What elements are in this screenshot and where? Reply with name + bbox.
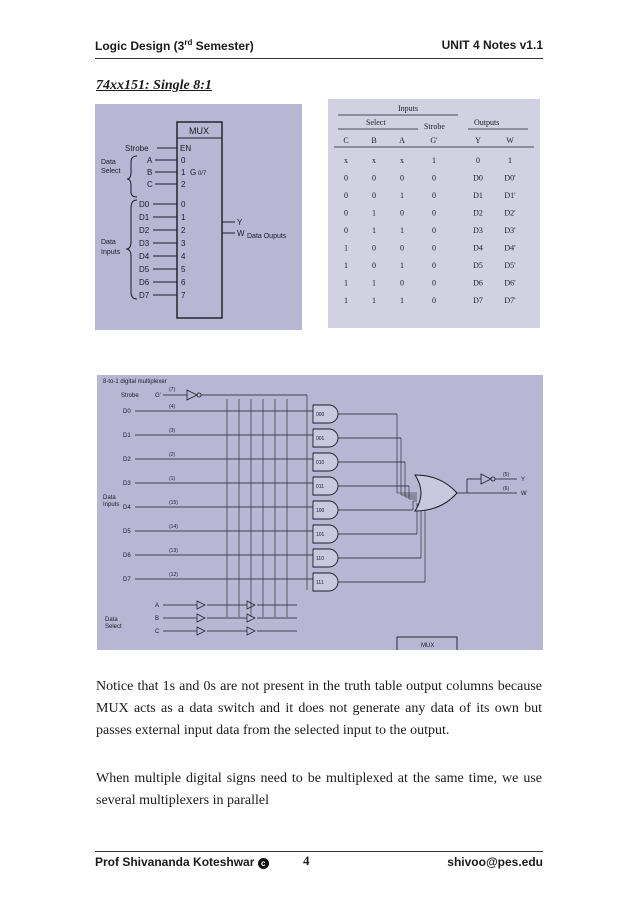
input-pin-label: D6 xyxy=(139,278,150,287)
footer-email: shivoo@pes.edu xyxy=(447,855,543,869)
select-label: C xyxy=(155,629,160,635)
gate-code: 001 xyxy=(316,436,325,442)
table-cell: 0 xyxy=(432,208,436,218)
input-pin-number: 5 xyxy=(181,265,186,274)
g-fraction: 0/7 xyxy=(198,171,207,177)
strobe-label: Strobe xyxy=(121,393,139,399)
table-column-header: Y xyxy=(475,136,481,145)
gate-code: 110 xyxy=(316,556,324,562)
gate-code: 011 xyxy=(316,484,324,490)
table-cell: D1' xyxy=(504,191,516,200)
table-cell: 0 xyxy=(400,278,404,288)
group-inputs-label: Inputs xyxy=(398,104,418,113)
input-label: D6 xyxy=(123,553,131,559)
table-cell: 1 xyxy=(400,191,404,200)
data-select-label: Select xyxy=(101,168,121,175)
table-cell: 0 xyxy=(432,278,436,288)
input-number: (13) xyxy=(169,548,178,554)
select-pin-label: A xyxy=(147,156,153,165)
mux-title: MUX xyxy=(189,126,209,136)
data-outputs-label: Data Ouputs xyxy=(247,233,287,240)
table-cell: x xyxy=(400,156,404,165)
table-cell: 0 xyxy=(432,173,436,183)
input-number: (4) xyxy=(169,404,176,410)
input-pin-number: 7 xyxy=(181,291,186,300)
select-label: A xyxy=(155,603,160,609)
input-pin-number: 0 xyxy=(181,200,186,209)
paragraph-multiple: When multiple digital signs need to be multiplexed at the same time, we use several multiplexers in parallel xyxy=(96,771,542,808)
table-cell: 0 xyxy=(432,296,436,305)
table-cell: D5 xyxy=(473,261,483,270)
table-cell: 0 xyxy=(372,173,376,183)
table-cell: 1 xyxy=(508,156,512,165)
table-cell: 0 xyxy=(432,243,436,253)
input-pin-label: D7 xyxy=(139,291,150,300)
table-cell: D4' xyxy=(504,243,516,253)
strobe-pin: G' xyxy=(155,393,161,399)
table-cell: 0 xyxy=(344,226,348,235)
table-cell: 1 xyxy=(432,156,436,165)
truth-table-figure xyxy=(328,99,540,328)
table-cell: D5' xyxy=(504,261,516,270)
table-column-header: C xyxy=(343,136,349,145)
group-strobe-label: Strobe xyxy=(424,122,445,131)
input-pin-number: 4 xyxy=(181,252,186,261)
table-cell: 0 xyxy=(476,156,480,165)
mux-symbol-figure xyxy=(95,104,302,330)
table-cell: 0 xyxy=(432,191,436,200)
group-select-label: Select xyxy=(366,118,386,127)
input-number: (15) xyxy=(169,500,178,506)
output-label: W xyxy=(521,491,527,497)
table-cell: 1 xyxy=(344,296,348,305)
mux-footer-label: MUX xyxy=(421,643,435,649)
table-cell: 1 xyxy=(372,226,376,235)
table-cell: D6 xyxy=(473,278,483,288)
group-outputs-label: Outputs xyxy=(474,118,500,127)
table-cell: 1 xyxy=(344,243,348,253)
data-select-label: Select xyxy=(105,624,122,630)
truth-table-image xyxy=(328,99,540,328)
table-cell: 1 xyxy=(344,278,348,288)
data-inputs-label: Data xyxy=(103,495,116,501)
input-label: D0 xyxy=(123,409,131,415)
en-label: EN xyxy=(180,144,192,153)
input-pin-label: D4 xyxy=(139,252,150,261)
table-cell: 0 xyxy=(372,261,376,270)
gate-code: 000 xyxy=(316,412,325,418)
logic-diagram-figure xyxy=(97,375,543,650)
input-pin-label: D3 xyxy=(139,239,150,248)
table-cell: 0 xyxy=(344,191,348,200)
table-cell: D2 xyxy=(473,208,483,218)
input-label: D3 xyxy=(123,481,131,487)
header-rule xyxy=(95,58,543,59)
table-cell: 1 xyxy=(400,296,404,305)
table-cell: D6' xyxy=(504,278,516,288)
data-inputs-label: Inputs xyxy=(103,502,120,508)
table-cell: D7 xyxy=(473,296,483,305)
table-cell: 0 xyxy=(400,243,404,253)
table-cell: 1 xyxy=(372,278,376,288)
table-column-header: B xyxy=(371,136,377,145)
input-pin-number: 3 xyxy=(181,239,186,248)
table-column-header: A xyxy=(399,136,405,145)
table-cell: D3 xyxy=(473,226,483,235)
select-label: B xyxy=(155,616,160,622)
data-inputs-label: Data xyxy=(101,239,116,246)
table-cell: 0 xyxy=(400,208,404,218)
gate-code: 111 xyxy=(316,580,324,586)
table-cell: 1 xyxy=(372,208,376,218)
output-pin-label: Y xyxy=(237,218,243,227)
strobe-number: (7) xyxy=(169,387,176,393)
table-cell: D1 xyxy=(473,191,483,200)
input-label: D7 xyxy=(123,577,131,583)
input-pin-label: D0 xyxy=(139,200,150,209)
input-pin-number: 2 xyxy=(181,226,186,235)
page-header xyxy=(95,38,543,58)
input-number: (12) xyxy=(169,572,178,578)
table-cell: D0 xyxy=(473,173,483,183)
gate-code: 010 xyxy=(316,460,325,466)
g-label: G xyxy=(190,168,197,177)
table-cell: 1 xyxy=(400,226,404,235)
input-label: D4 xyxy=(123,505,131,511)
table-cell: D3' xyxy=(504,226,516,235)
input-pin-label: D5 xyxy=(139,265,150,274)
table-cell: 0 xyxy=(372,191,376,200)
footer-author: Prof Shivananda Koteshwar c xyxy=(95,855,269,869)
table-cell: x xyxy=(344,156,348,165)
table-cell: 0 xyxy=(432,226,436,235)
page-number: 4 xyxy=(303,853,310,868)
select-pin-label: B xyxy=(147,168,153,177)
select-pin-number: 0 xyxy=(181,156,186,165)
table-cell: 0 xyxy=(400,173,404,183)
table-cell: D0' xyxy=(504,173,516,183)
table-column-header: W xyxy=(506,136,514,145)
input-number: (3) xyxy=(169,428,176,434)
section-title: 74xx151: Single 8:1 xyxy=(96,78,212,93)
table-cell: D2' xyxy=(504,208,516,218)
table-cell: 1 xyxy=(372,296,376,305)
input-label: D1 xyxy=(123,433,131,439)
gate-code: 100 xyxy=(316,508,325,514)
header-unit: UNIT 4 Notes v1.1 xyxy=(441,38,543,52)
gate-code: 101 xyxy=(316,532,325,538)
copyright-icon: c xyxy=(258,858,269,869)
output-pin-label: W xyxy=(237,229,245,238)
header-course: Logic Design (3rd Semester) xyxy=(95,38,254,53)
select-pin-number: 1 xyxy=(181,168,186,177)
page-footer xyxy=(95,855,543,873)
paragraph-notice: Notice that 1s and 0s are not present in the truth table output columns because MUX acts as a data switch and it does not generate any data of its own but passes external input data from the selected input to the output. xyxy=(96,679,542,738)
output-number: (5) xyxy=(503,472,510,478)
data-select-label: Data xyxy=(105,617,118,623)
table-cell: 0 xyxy=(432,261,436,270)
footer-rule xyxy=(95,851,543,852)
select-pin-number: 2 xyxy=(181,180,186,189)
table-cell: 0 xyxy=(344,208,348,218)
table-cell: 1 xyxy=(400,261,404,270)
data-inputs-label: Inputs xyxy=(101,249,121,256)
mux-symbol-image xyxy=(95,104,302,330)
diagram-title: 8-to-1 digital multiplexer xyxy=(103,379,167,385)
input-pin-label: D2 xyxy=(139,226,150,235)
table-cell: 1 xyxy=(344,261,348,270)
data-select-label: Data xyxy=(101,159,116,166)
strobe-label: Strobe xyxy=(125,144,149,153)
table-cell: D7' xyxy=(504,296,516,305)
table-cell: x xyxy=(372,156,376,165)
select-pin-label: C xyxy=(147,180,153,189)
output-number: (6) xyxy=(503,486,510,492)
input-number: (2) xyxy=(169,452,176,458)
table-column-header: G' xyxy=(430,136,438,145)
input-label: D5 xyxy=(123,529,131,535)
input-label: D2 xyxy=(123,457,131,463)
input-number: (14) xyxy=(169,524,178,530)
output-label: Y xyxy=(521,477,526,483)
input-number: (1) xyxy=(169,476,176,482)
input-pin-number: 1 xyxy=(181,213,186,222)
table-cell: D4 xyxy=(473,243,483,253)
logic-diagram-image xyxy=(97,375,543,650)
table-cell: 0 xyxy=(372,243,376,253)
table-cell: 0 xyxy=(344,173,348,183)
input-pin-number: 6 xyxy=(181,278,186,287)
input-pin-label: D1 xyxy=(139,213,150,222)
